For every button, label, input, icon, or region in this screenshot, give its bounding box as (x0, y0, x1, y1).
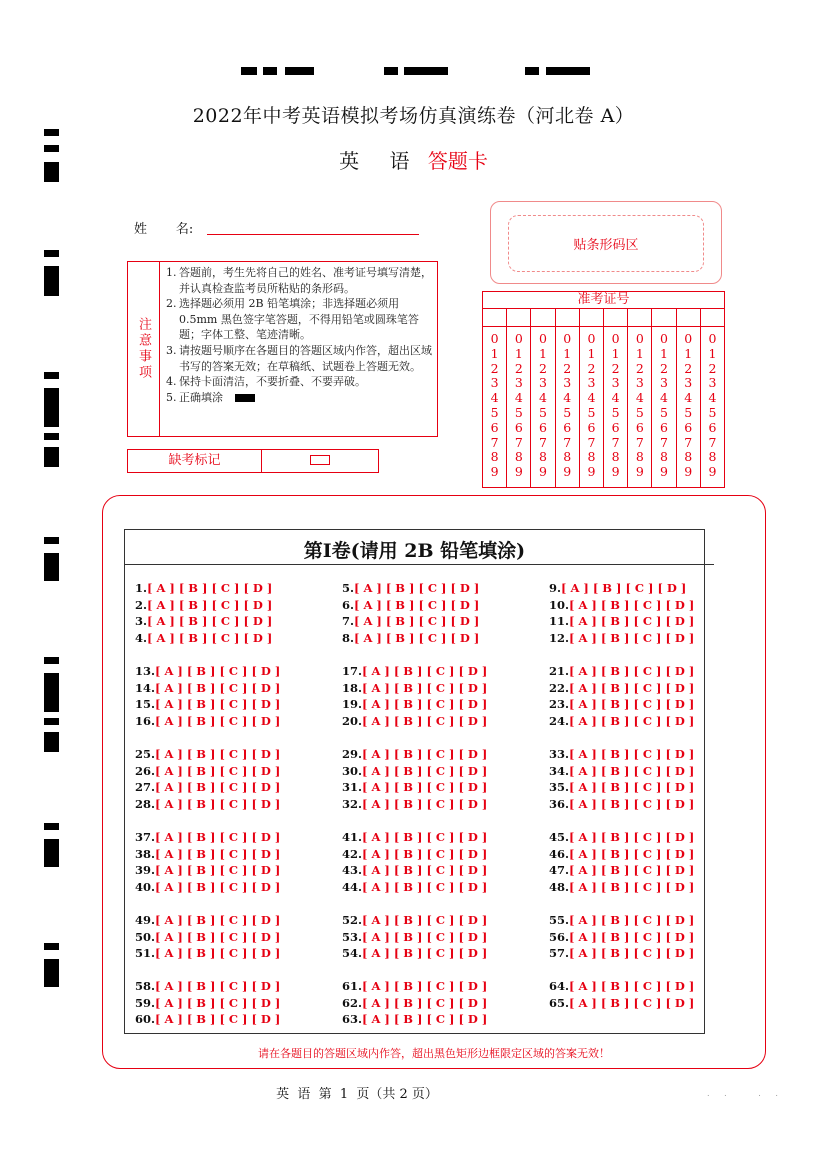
question-number: 38. (135, 846, 156, 861)
timing-mark (384, 67, 398, 75)
exam-number-column (580, 309, 604, 487)
question-row[interactable] (549, 580, 694, 597)
timing-mark (44, 657, 59, 664)
question-row[interactable] (135, 829, 280, 846)
question-row[interactable] (135, 713, 280, 730)
question-number: 50. (135, 929, 156, 944)
question-row[interactable] (135, 663, 280, 680)
answer-options[interactable]: [ A ] [ B ] [ C ] [ D ] (569, 929, 695, 944)
question-row[interactable] (549, 746, 694, 763)
question-number: 35. (549, 780, 570, 794)
question-number: 56. (549, 929, 570, 944)
question-number: 1. (135, 581, 148, 595)
question-number: 43. (342, 863, 363, 877)
question-row[interactable] (342, 763, 487, 780)
answer-options[interactable]: [ A ] [ B ] [ C ] [ D ] (569, 863, 695, 877)
timing-mark (44, 943, 59, 950)
question-group (135, 663, 280, 729)
question-row[interactable] (342, 713, 487, 730)
question-number: 3. (135, 614, 148, 628)
question-group (135, 580, 272, 646)
answer-options[interactable]: [ A ] [ B ] [ C ] [ D ] (155, 879, 281, 894)
question-row[interactable] (135, 779, 280, 796)
question-number: 8. (342, 630, 355, 645)
question-number: 59. (135, 995, 156, 1010)
exam-number-write-cell[interactable] (628, 309, 651, 327)
question-row[interactable] (549, 680, 694, 697)
question-number: 54. (342, 946, 363, 960)
answer-options[interactable]: [ A ] [ B ] [ C ] [ D ] (155, 713, 281, 728)
question-number: 33. (549, 747, 570, 761)
question-number: 32. (342, 796, 363, 811)
question-row[interactable] (549, 779, 694, 796)
question-group (342, 746, 487, 812)
question-row[interactable] (135, 945, 280, 962)
question-row[interactable] (135, 846, 280, 863)
exam-number-digit-bubbles[interactable]: 0 1 2 3 4 5 6 7 8 9 (611, 331, 620, 480)
section-title: 第Ⅰ卷(请用 2B 铅笔填涂) (303, 540, 526, 562)
answer-card-label: 答题卡 (427, 149, 488, 173)
question-number: 49. (135, 913, 156, 927)
answer-options[interactable]: [ A ] [ B ] [ C ] [ D ] (561, 581, 687, 595)
page-footer: 英 语 第 1 页（共 2 页） (276, 1087, 438, 1102)
question-number: 28. (135, 796, 156, 811)
question-row[interactable] (342, 613, 479, 630)
timing-mark (44, 673, 59, 712)
question-group (135, 912, 280, 962)
answer-options[interactable]: [ A ] [ B ] [ C ] [ D ] (569, 979, 695, 993)
answer-options[interactable]: [ A ] [ B ] [ C ] [ D ] (147, 581, 273, 595)
question-row[interactable] (549, 862, 694, 879)
question-number: 40. (135, 879, 156, 894)
notice-heading-cell (128, 262, 160, 436)
question-number: 61. (342, 979, 363, 993)
question-number: 60. (135, 1012, 156, 1026)
question-row[interactable] (342, 696, 487, 713)
absent-mark-box[interactable] (310, 455, 330, 465)
answer-options[interactable]: [ A ] [ B ] [ C ] [ D ] (569, 780, 695, 794)
answer-options[interactable]: [ A ] [ B ] [ C ] [ D ] (155, 664, 281, 678)
question-group (549, 746, 694, 812)
question-row[interactable] (549, 796, 694, 813)
question-number: 48. (549, 879, 570, 894)
question-number: 2. (135, 597, 148, 612)
question-number: 17. (342, 664, 363, 678)
question-row[interactable] (549, 713, 694, 730)
question-number: 57. (549, 946, 570, 960)
question-row[interactable] (342, 912, 487, 929)
notice-list (166, 265, 433, 405)
answer-options[interactable]: [ A ] [ B ] [ C ] [ D ] (155, 946, 281, 960)
paper-subtitle (0, 145, 827, 174)
question-row[interactable] (135, 995, 280, 1012)
timing-mark (44, 266, 59, 296)
answer-options[interactable]: [ A ] [ B ] [ C ] [ D ] (362, 913, 488, 927)
exam-number-digit-bubbles[interactable]: 0 1 2 3 4 5 6 7 8 9 (490, 331, 499, 480)
question-number: 7. (342, 614, 355, 628)
answer-options[interactable]: [ A ] [ B ] [ C ] [ D ] (354, 581, 480, 595)
timing-mark (44, 537, 59, 544)
answer-options[interactable]: [ A ] [ B ] [ C ] [ D ] (569, 713, 695, 728)
timing-mark (525, 67, 539, 75)
question-number: 45. (549, 830, 570, 844)
question-row[interactable] (342, 862, 487, 879)
exam-number-write-cell[interactable] (701, 309, 724, 327)
timing-mark (44, 823, 59, 830)
question-number: 47. (549, 863, 570, 877)
notice-item: 3. 请按题号顺序在各题目的答题区域内作答，超出区域书写的答案无效；在草稿纸、试题卷上答题无效。 (166, 343, 432, 373)
timing-mark (241, 67, 257, 75)
exam-number-column (628, 309, 652, 487)
timing-mark (44, 388, 59, 427)
question-row[interactable] (342, 746, 487, 763)
exam-number-grid (482, 291, 725, 488)
filled-bubble-example (235, 394, 255, 402)
timing-mark (44, 250, 59, 257)
question-row[interactable] (342, 580, 479, 597)
question-row[interactable] (549, 978, 694, 995)
question-row[interactable] (135, 613, 272, 630)
timing-mark (44, 553, 59, 581)
answer-options[interactable]: [ A ] [ B ] [ C ] [ D ] (362, 697, 488, 711)
question-number: 41. (342, 830, 363, 844)
answer-options[interactable]: [ A ] [ B ] [ C ] [ D ] (569, 879, 695, 894)
question-number: 4. (135, 630, 148, 645)
timing-mark (404, 67, 448, 75)
question-row[interactable] (549, 846, 694, 863)
exam-number-column (483, 309, 507, 487)
answer-options[interactable]: [ A ] [ B ] [ C ] [ D ] (354, 614, 480, 628)
answer-options[interactable]: [ A ] [ B ] [ C ] [ D ] (569, 697, 695, 711)
question-number: 26. (135, 763, 156, 778)
exam-number-column (507, 309, 531, 487)
question-number: 37. (135, 830, 156, 844)
answer-options[interactable]: [ A ] [ B ] [ C ] [ D ] (569, 630, 695, 645)
question-row[interactable] (549, 630, 694, 647)
exam-number-digit-bubbles[interactable]: 0 1 2 3 4 5 6 7 8 9 (587, 331, 596, 480)
notice-item: 5. 正确填涂 (166, 390, 433, 406)
question-group (342, 912, 487, 962)
name-label: 姓 名: (134, 222, 194, 237)
question-row[interactable] (342, 829, 487, 846)
question-row[interactable] (342, 929, 487, 946)
notice-heading: 注意事项 (136, 317, 151, 381)
question-group (549, 580, 694, 646)
exam-number-write-cell[interactable] (677, 309, 700, 327)
answer-options[interactable]: [ A ] [ B ] [ C ] [ D ] (569, 796, 695, 811)
timing-mark (44, 447, 59, 467)
timing-mark (44, 732, 59, 752)
question-number: 19. (342, 697, 363, 711)
exam-number-digit-bubbles[interactable]: 0 1 2 3 4 5 6 7 8 9 (684, 331, 693, 480)
answer-options[interactable]: [ A ] [ B ] [ C ] [ D ] (155, 863, 281, 877)
question-number: 46. (549, 846, 570, 861)
answer-options[interactable]: [ A ] [ B ] [ C ] [ D ] (147, 630, 273, 645)
paper-title: 2022年中考英语模拟考场仿真演练卷（河北卷 A） (192, 105, 635, 127)
question-number: 27. (135, 780, 156, 794)
answer-options[interactable]: [ A ] [ B ] [ C ] [ D ] (362, 664, 488, 678)
question-row[interactable] (549, 929, 694, 946)
answer-options[interactable]: [ A ] [ B ] [ C ] [ D ] (155, 979, 281, 993)
question-row[interactable] (549, 879, 694, 896)
question-row[interactable] (342, 680, 487, 697)
question-number: 65. (549, 995, 570, 1010)
question-number: 13. (135, 664, 156, 678)
timing-mark (44, 959, 59, 987)
question-row[interactable] (342, 796, 487, 813)
answer-options[interactable]: [ A ] [ B ] [ C ] [ D ] (155, 846, 281, 861)
question-group (135, 746, 280, 812)
exam-number-write-cell[interactable] (556, 309, 579, 327)
question-row[interactable] (549, 945, 694, 962)
question-number: 29. (342, 747, 363, 761)
answer-options[interactable]: [ A ] [ B ] [ C ] [ D ] (362, 680, 488, 695)
timing-mark (44, 433, 59, 440)
question-row[interactable] (135, 1011, 280, 1028)
question-group (342, 829, 487, 895)
answer-options[interactable]: [ A ] [ B ] [ C ] [ D ] (569, 597, 695, 612)
timing-mark (44, 839, 59, 867)
notice-item: 2. 选择题必须用 2B 铅笔填涂；非选择题必须用 0.5mm 黑色签字笔答题，不得用铅笔或圆珠笔答题；字体工整、笔迹清晰。 (166, 297, 419, 342)
question-row[interactable] (135, 912, 280, 929)
question-number: 30. (342, 763, 363, 778)
barcode-area (490, 201, 722, 284)
question-row[interactable] (135, 796, 280, 813)
answer-options[interactable]: [ A ] [ B ] [ C ] [ D ] (155, 747, 281, 761)
question-number: 63. (342, 1012, 363, 1026)
answer-options[interactable]: [ A ] [ B ] [ C ] [ D ] (569, 614, 695, 628)
notice-item: 1. 答题前，考生先将自己的姓名、准考证号填写清楚，并认真检查监考员所粘贴的条形码。 (166, 266, 432, 295)
answer-options[interactable]: [ A ] [ B ] [ C ] [ D ] (569, 664, 695, 678)
exam-number-write-cell[interactable] (531, 309, 554, 327)
timing-mark (44, 129, 59, 136)
corner-dots: . . . . (707, 1089, 784, 1098)
question-number: 9. (549, 581, 562, 595)
question-row[interactable] (549, 613, 694, 630)
answer-options[interactable]: [ A ] [ B ] [ C ] [ D ] (155, 929, 281, 944)
question-number: 12. (549, 630, 570, 645)
answer-options[interactable]: [ A ] [ B ] [ C ] [ D ] (362, 796, 488, 811)
exam-number-column (652, 309, 676, 487)
exam-number-digit-bubbles[interactable]: 0 1 2 3 4 5 6 7 8 9 (563, 331, 572, 480)
answer-options[interactable]: [ A ] [ B ] [ C ] [ D ] (362, 1012, 488, 1026)
exam-number-write-cell[interactable] (604, 309, 627, 327)
exam-number-column (677, 309, 701, 487)
question-row[interactable] (135, 630, 272, 647)
question-row[interactable] (135, 978, 280, 995)
answer-options[interactable]: [ A ] [ B ] [ C ] [ D ] (569, 830, 695, 844)
question-row[interactable] (135, 597, 272, 614)
exam-number-label: 准考证号 (483, 292, 724, 309)
question-row[interactable] (549, 663, 694, 680)
question-row[interactable] (135, 929, 280, 946)
question-group (549, 912, 694, 962)
answer-options[interactable]: [ A ] [ B ] [ C ] [ D ] (569, 995, 695, 1010)
answer-options[interactable]: [ A ] [ B ] [ C ] [ D ] (155, 680, 281, 695)
answer-options[interactable]: [ A ] [ B ] [ C ] [ D ] (569, 846, 695, 861)
footnote: 请在各题目的答题区域内作答，超出黑色矩形边框限定区域的答案无效！ (258, 1047, 610, 1060)
exam-number-column (701, 309, 724, 487)
question-group (135, 978, 280, 1028)
exam-number-column (604, 309, 628, 487)
question-number: 18. (342, 680, 363, 695)
question-number: 44. (342, 879, 363, 894)
question-number: 39. (135, 863, 156, 877)
answer-options[interactable]: [ A ] [ B ] [ C ] [ D ] (155, 697, 281, 711)
answer-options[interactable]: [ A ] [ B ] [ C ] [ D ] (147, 597, 273, 612)
exam-number-digit-bubbles[interactable]: 0 1 2 3 4 5 6 7 8 9 (635, 331, 644, 480)
question-row[interactable] (342, 978, 487, 995)
question-row[interactable] (342, 995, 487, 1012)
answer-options[interactable]: [ A ] [ B ] [ C ] [ D ] (155, 780, 281, 794)
question-number: 31. (342, 780, 363, 794)
question-number: 36. (549, 796, 570, 811)
question-row[interactable] (549, 597, 694, 614)
question-group (342, 978, 487, 1028)
question-number: 24. (549, 713, 570, 728)
question-row[interactable] (342, 945, 487, 962)
question-row[interactable] (342, 663, 487, 680)
question-row[interactable] (549, 829, 694, 846)
question-number: 5. (342, 581, 355, 595)
question-row[interactable] (549, 763, 694, 780)
exam-number-write-cell[interactable] (483, 309, 506, 327)
timing-mark (546, 67, 590, 75)
choice-section (124, 529, 705, 1034)
answer-options[interactable]: [ A ] [ B ] [ C ] [ D ] (155, 763, 281, 778)
question-row[interactable] (135, 879, 280, 896)
answer-options[interactable]: [ A ] [ B ] [ C ] [ D ] (362, 995, 488, 1010)
question-row[interactable] (549, 995, 694, 1012)
exam-number-digit-bubbles[interactable]: 0 1 2 3 4 5 6 7 8 9 (660, 331, 668, 480)
question-number: 25. (135, 747, 156, 761)
answer-options[interactable]: [ A ] [ B ] [ C ] [ D ] (147, 614, 273, 628)
question-number: 14. (135, 680, 156, 695)
notice-item: 4. 保持卡面清洁，不要折叠、不要弄破。 (166, 375, 366, 389)
question-number: 62. (342, 995, 363, 1010)
answer-options[interactable]: [ A ] [ B ] [ C ] [ D ] (362, 929, 488, 944)
question-number: 53. (342, 929, 363, 944)
answer-options[interactable]: [ A ] [ B ] [ C ] [ D ] (362, 763, 488, 778)
answer-options[interactable]: [ A ] [ B ] [ C ] [ D ] (155, 913, 281, 927)
answer-options[interactable]: [ A ] [ B ] [ C ] [ D ] (155, 830, 281, 844)
subject-label: 英 语 (339, 149, 422, 173)
question-row[interactable] (135, 862, 280, 879)
question-number: 58. (135, 979, 156, 993)
answer-options[interactable]: [ A ] [ B ] [ C ] [ D ] (354, 630, 480, 645)
exam-number-digit-bubbles[interactable]: 0 1 2 3 4 5 6 7 8 9 (708, 331, 717, 480)
question-number: 55. (549, 913, 570, 927)
answer-options[interactable]: [ A ] [ B ] [ C ] [ D ] (362, 863, 488, 877)
answer-options[interactable]: [ A ] [ B ] [ C ] [ D ] (362, 747, 488, 761)
question-number: 6. (342, 597, 355, 612)
question-number: 10. (549, 597, 570, 612)
answer-options[interactable]: [ A ] [ B ] [ C ] [ D ] (362, 846, 488, 861)
question-row[interactable] (135, 763, 280, 780)
exam-number-write-cell[interactable] (652, 309, 675, 327)
answer-options[interactable]: [ A ] [ B ] [ C ] [ D ] (155, 796, 281, 811)
question-row[interactable] (342, 879, 487, 896)
exam-number-write-cell[interactable] (507, 309, 530, 327)
exam-number-write-cell[interactable] (580, 309, 603, 327)
question-row[interactable] (342, 846, 487, 863)
question-row[interactable] (342, 630, 479, 647)
question-group (342, 580, 479, 646)
question-group (549, 829, 694, 895)
question-row[interactable] (549, 696, 694, 713)
exam-number-columns (483, 309, 724, 487)
timing-mark (285, 67, 314, 75)
answer-options[interactable]: [ A ] [ B ] [ C ] [ D ] (569, 747, 695, 761)
question-number: 20. (342, 713, 363, 728)
answer-options[interactable]: [ A ] [ B ] [ C ] [ D ] (362, 780, 488, 794)
answer-options[interactable]: [ A ] [ B ] [ C ] [ D ] (569, 913, 695, 927)
question-number: 15. (135, 697, 156, 711)
name-field[interactable] (207, 234, 419, 235)
question-number: 22. (549, 680, 570, 695)
question-number: 11. (549, 614, 570, 628)
absent-mark-row (127, 449, 379, 473)
exam-number-digit-bubbles[interactable]: 0 1 2 3 4 5 6 7 8 9 (514, 331, 523, 480)
question-group (342, 663, 487, 729)
question-number: 51. (135, 946, 156, 960)
notice-box (127, 261, 438, 437)
question-row[interactable] (342, 779, 487, 796)
answer-options[interactable]: [ A ] [ B ] [ C ] [ D ] (362, 946, 488, 960)
question-group (135, 829, 280, 895)
answer-options[interactable]: [ A ] [ B ] [ C ] [ D ] (354, 597, 480, 612)
question-number: 23. (549, 697, 570, 711)
question-row[interactable] (135, 696, 280, 713)
question-group (549, 978, 694, 1011)
answer-options[interactable]: [ A ] [ B ] [ C ] [ D ] (569, 763, 695, 778)
exam-number-column (556, 309, 580, 487)
question-number: 21. (549, 664, 570, 678)
question-row[interactable] (135, 746, 280, 763)
timing-mark (263, 67, 277, 75)
question-number: 52. (342, 913, 363, 927)
question-number: 42. (342, 846, 363, 861)
answer-options[interactable]: [ A ] [ B ] [ C ] [ D ] (362, 879, 488, 894)
answer-options[interactable]: [ A ] [ B ] [ C ] [ D ] (569, 946, 695, 960)
question-group (549, 663, 694, 729)
exam-number-column (531, 309, 555, 487)
question-row[interactable] (135, 580, 272, 597)
timing-mark (44, 718, 59, 725)
question-number: 16. (135, 713, 156, 728)
question-number: 34. (549, 763, 570, 778)
question-row[interactable] (135, 680, 280, 697)
answer-options[interactable]: [ A ] [ B ] [ C ] [ D ] (362, 830, 488, 844)
question-number: 64. (549, 979, 570, 993)
answer-options[interactable]: [ A ] [ B ] [ C ] [ D ] (155, 995, 281, 1010)
absent-mark-label: 缺考标记 (128, 450, 262, 472)
question-row[interactable] (342, 1011, 487, 1028)
question-row[interactable] (549, 912, 694, 929)
exam-number-digit-bubbles[interactable]: 0 1 2 3 4 5 6 7 8 9 (539, 331, 547, 480)
answer-options[interactable]: [ A ] [ B ] [ C ] [ D ] (569, 680, 695, 695)
answer-options[interactable]: [ A ] [ B ] [ C ] [ D ] (362, 979, 488, 993)
answer-options[interactable]: [ A ] [ B ] [ C ] [ D ] (155, 1012, 281, 1026)
question-row[interactable] (342, 597, 479, 614)
barcode-label: 贴条形码区 (508, 215, 704, 272)
timing-mark (44, 372, 59, 379)
answer-options[interactable]: [ A ] [ B ] [ C ] [ D ] (362, 713, 488, 728)
section-title-divider (125, 564, 714, 565)
